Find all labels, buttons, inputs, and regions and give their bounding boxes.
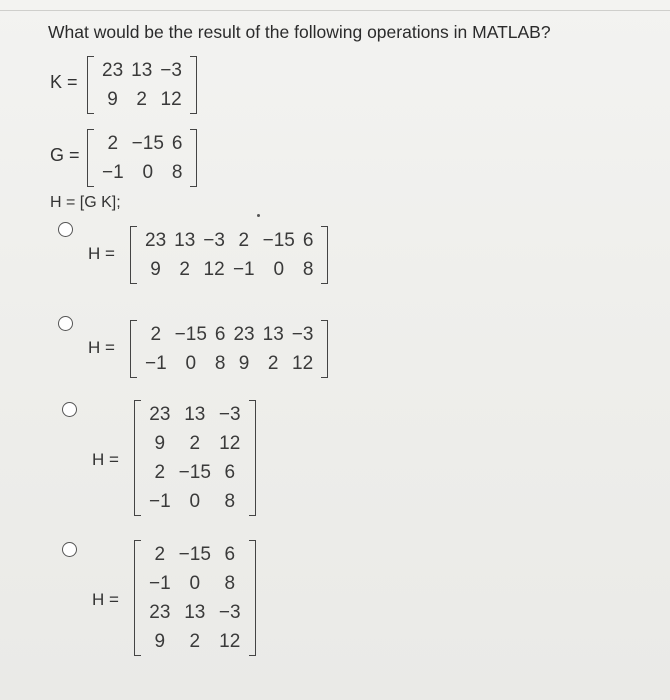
matrix-cell: 23 <box>233 324 255 345</box>
left-bracket <box>130 226 137 284</box>
option-4-radio[interactable] <box>62 542 77 557</box>
matrix-cell: 2 <box>154 462 166 483</box>
option-1-label: H = <box>88 244 115 263</box>
matrix-cells <box>94 129 190 187</box>
matrix-cell: −15 <box>178 544 211 565</box>
matrix-cell: 13 <box>262 324 284 345</box>
option-1-matrix <box>130 226 328 284</box>
matrix-cell: −3 <box>218 602 241 623</box>
matrix-cell: 2 <box>189 631 201 652</box>
matrix-cell: −3 <box>160 60 182 81</box>
matrix-cell: 2 <box>189 433 201 454</box>
matrix-cell: 9 <box>150 259 161 280</box>
matrix-cell: 9 <box>154 433 166 454</box>
right-bracket <box>249 540 256 656</box>
left-bracket <box>134 400 141 516</box>
matrix-cells <box>137 226 321 284</box>
matrix-cell: −1 <box>102 162 124 183</box>
matrix-cell: −15 <box>262 230 295 251</box>
matrix-cell: 2 <box>107 133 119 154</box>
matrix-cell: 2 <box>238 230 250 251</box>
matrix-cell: −15 <box>178 462 211 483</box>
matrix-cell: 6 <box>171 133 183 154</box>
matrix-cell: 12 <box>203 259 225 280</box>
option-2-label: H = <box>88 338 115 357</box>
matrix-cell: 2 <box>136 89 147 110</box>
matrix-cell: 8 <box>214 353 226 374</box>
matrix-cell: 0 <box>185 353 197 374</box>
right-bracket <box>190 56 197 114</box>
matrix-cell: 23 <box>145 230 167 251</box>
matrix-cells <box>141 540 249 656</box>
matrix-cell: 6 <box>224 462 236 483</box>
option-4-matrix <box>134 540 256 656</box>
left-bracket <box>87 129 94 187</box>
matrix-cell: −1 <box>149 573 171 594</box>
matrix-cell: −1 <box>149 491 171 512</box>
matrix-cells <box>94 56 190 114</box>
matrix-cell: 8 <box>171 162 183 183</box>
statement-text: H = [G K]; <box>50 194 121 211</box>
matrix-cell: 13 <box>131 60 153 81</box>
matrix-cell: 12 <box>292 353 314 374</box>
right-bracket <box>321 226 328 284</box>
right-bracket <box>249 400 256 516</box>
k-label: K = <box>50 72 78 92</box>
matrix-cells <box>137 320 321 378</box>
matrix-cell: 6 <box>214 324 226 345</box>
matrix-cell: −1 <box>145 353 167 374</box>
matrix-k <box>87 56 197 114</box>
option-1-radio[interactable] <box>58 222 73 237</box>
matrix-cell: 2 <box>267 353 279 374</box>
matrix-cell: −3 <box>291 324 314 345</box>
matrix-cell: 6 <box>224 544 236 565</box>
matrix-cell: −3 <box>203 230 225 251</box>
matrix-cell: −1 <box>232 259 255 280</box>
matrix-cell: 8 <box>224 491 236 512</box>
matrix-cell: 13 <box>174 230 196 251</box>
matrix-cells <box>141 400 249 516</box>
right-bracket <box>321 320 328 378</box>
matrix-cell: 2 <box>150 324 162 345</box>
option-4-label: H = <box>92 590 119 609</box>
matrix-cell: 12 <box>219 631 241 652</box>
matrix-cell: 0 <box>189 573 201 594</box>
right-bracket <box>190 129 197 187</box>
matrix-cell: 12 <box>160 89 182 110</box>
top-divider <box>0 10 670 11</box>
option-3-matrix <box>134 400 256 516</box>
matrix-cell: −15 <box>174 324 207 345</box>
matrix-cell: 23 <box>149 602 171 623</box>
matrix-cell: 12 <box>219 433 241 454</box>
matrix-g <box>87 129 197 187</box>
left-bracket <box>134 540 141 656</box>
option-3-radio[interactable] <box>62 402 77 417</box>
matrix-cell: 23 <box>102 60 124 81</box>
matrix-cell: 0 <box>189 491 201 512</box>
matrix-cell: 6 <box>302 230 314 251</box>
option-3-label: H = <box>92 450 119 469</box>
g-label: G = <box>50 145 80 165</box>
question-text: What would be the result of the following operations in MATLAB? <box>48 22 551 42</box>
matrix-cell: 9 <box>238 353 250 374</box>
matrix-cell: 2 <box>179 259 190 280</box>
matrix-cell: 9 <box>107 89 118 110</box>
stray-dot <box>257 214 260 217</box>
option-2-radio[interactable] <box>58 316 73 331</box>
matrix-cell: 9 <box>154 631 166 652</box>
matrix-cell: −15 <box>131 133 164 154</box>
matrix-cell: 2 <box>154 544 166 565</box>
matrix-cell: 13 <box>184 404 206 425</box>
matrix-cell: 0 <box>273 259 285 280</box>
left-bracket <box>130 320 137 378</box>
matrix-cell: 13 <box>184 602 206 623</box>
option-2-matrix <box>130 320 328 378</box>
matrix-cell: 23 <box>149 404 171 425</box>
matrix-cell: 8 <box>224 573 236 594</box>
matrix-cell: 8 <box>302 259 314 280</box>
matrix-cell: 0 <box>142 162 154 183</box>
left-bracket <box>87 56 94 114</box>
matrix-cell: −3 <box>218 404 241 425</box>
